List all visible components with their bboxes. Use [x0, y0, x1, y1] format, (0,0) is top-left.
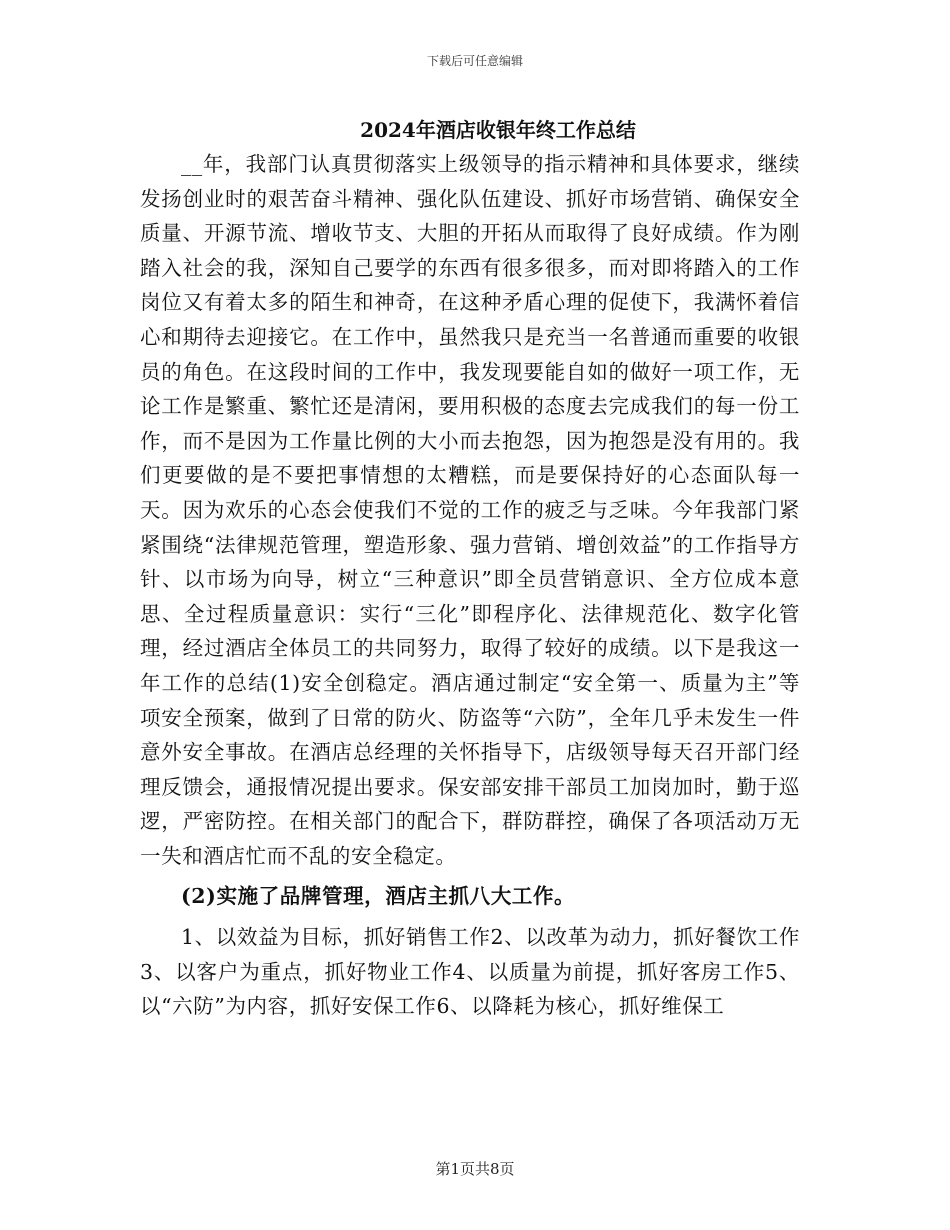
paragraph-eight-tasks: 1、以效益为目标，抓好销售工作2、以改革为动力，抓好餐饮工作3、以客户为重点，抓好物业工作4、以质量为前提，抓好客房工作5、以“六防”为内容，抓好安保工作6、以降耗为核心，抓好维保工 [140, 925, 800, 1019]
document-title: 2024年酒店收银年终工作总结 [360, 118, 636, 142]
page-indicator: 第1页共8页 [435, 1160, 515, 1178]
document-body [140, 147, 800, 1024]
paragraph-intro: __年，我部门认真贯彻落实上级领导的指示精神和具体要求，继续发扬创业时的艰苦奋斗精神、强化队伍建设、抓好市场营销、确保安全质量、开源节流、增收节支、大胆的开拓从而取得了良好成绩。作为刚踏入社会的我，深知自己要学的东西有很多很多，而对即将踏入的工作岗位又有着太多的陌生和神奇，在这种矛盾心理的促使下，我满怀着信心和期待去迎接它。在工作中，虽然我只是充当一名普通而重要的收银员的角色。在这段时间的工作中，我发现要能自如的做好一项工作，无论工作是繁重、繁忙还是清闲，要用积极的态度去完成我们的每一份工作，而不是因为工作量比例的大小而去抱怨，因为抱怨是没有用的。我们更要做的是不要把事情想的太糟糕，而是要保持好的心态面队每一天。因为欢乐的心态会使我们不觉的工作的疲乏与乏味。今年我部门紧紧围绕“法律规范管理，塑造形象、强力营销、增创效益”的工作指导方针、以市场为向导，树立“三种意识”即全员营销意识、全方位成本意思、全过程质量意识：实行“三化”即程序化、法律规范化、数字化管理，经过酒店全体员工的共同努力，取得了较好的成绩。以下是我这一年工作的总结(1)安全创稳定。酒店通过制定“安全第一、质量为主”等项安全预案，做到了日常的防火、防盗等“六防”，全年几乎未发生一件意外安全事故。在酒店总经理的关怀指导下，店级领导每天召开部门经理反馈会，通报情况提出要求。保安部安排干部员工加岗加时，勤于巡逻，严密防控。在相关部门的配合下，群防群控，确保了各项活动万无一失和酒店忙而不乱的安全稳定。 [140, 152, 800, 868]
header-note: 下载后可任意编辑 [426, 54, 523, 68]
paragraph-brand-management-heading: (2)实施了品牌管理，酒店主抓八大工作。 [181, 884, 576, 909]
